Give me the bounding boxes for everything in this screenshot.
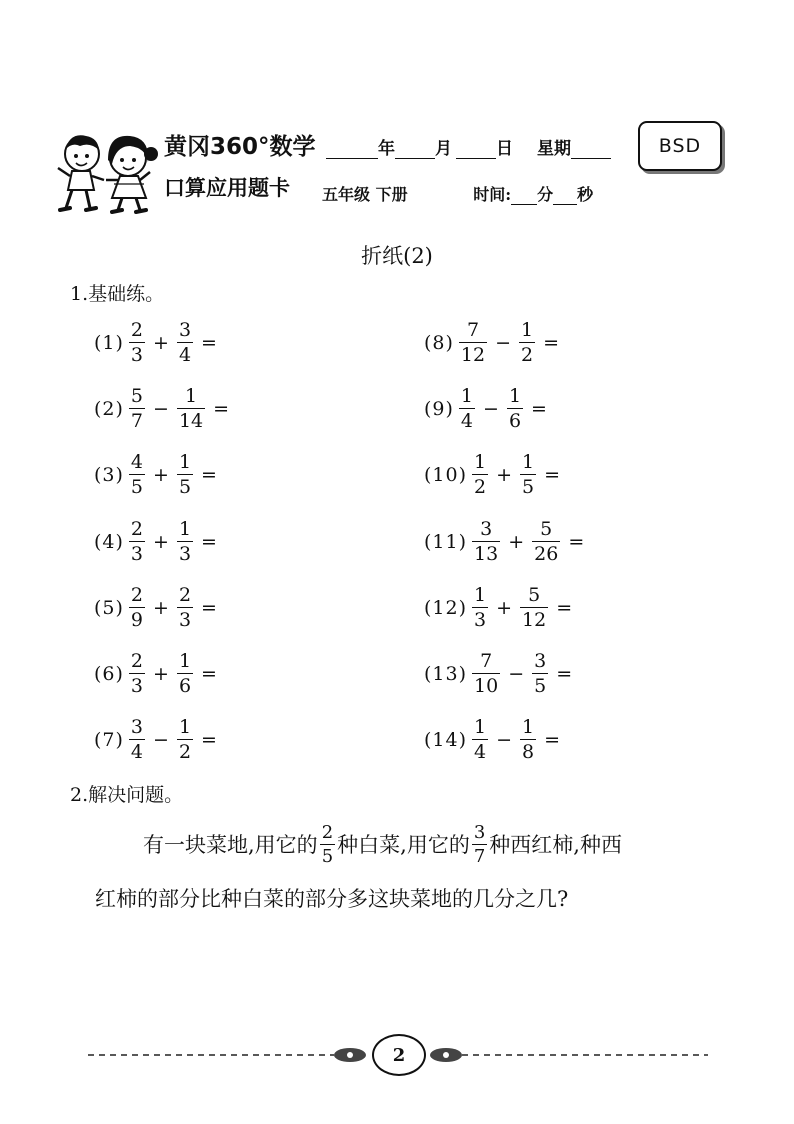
equals-sign: = bbox=[556, 596, 573, 619]
operator: + bbox=[153, 663, 169, 685]
problem-item bbox=[94, 583, 217, 633]
numerator: 1 bbox=[474, 583, 487, 606]
fraction-b bbox=[177, 387, 205, 431]
cartoon-kids-logo bbox=[50, 124, 162, 216]
numerator: 5 bbox=[540, 517, 553, 540]
fraction-a bbox=[129, 387, 145, 431]
problem-item bbox=[424, 318, 559, 368]
equals-sign: = bbox=[213, 398, 230, 421]
denominator: 3 bbox=[474, 608, 487, 631]
problem-item bbox=[94, 318, 217, 368]
equals-sign: = bbox=[544, 729, 561, 752]
fraction-b bbox=[177, 718, 193, 762]
volume-label: 下册 bbox=[375, 185, 408, 204]
fraction-a bbox=[459, 387, 475, 431]
numerator: 1 bbox=[178, 650, 192, 672]
word-problem-line-2: 红柿的部分比种白菜的部分多这块菜地的几分之几? bbox=[95, 887, 569, 911]
denominator: 9 bbox=[130, 608, 144, 631]
problem-item bbox=[94, 649, 217, 699]
numerator: 1 bbox=[184, 385, 198, 408]
equals-sign: = bbox=[201, 530, 217, 553]
info-row bbox=[322, 182, 593, 205]
date-row bbox=[326, 134, 611, 159]
day-blank[interactable] bbox=[456, 140, 496, 159]
problem-number: (7) bbox=[94, 729, 124, 752]
problem-number: (11) bbox=[424, 530, 468, 553]
problem-number: (9) bbox=[424, 398, 454, 421]
equals-sign: = bbox=[556, 663, 573, 685]
denominator: 7 bbox=[473, 846, 486, 867]
problem-item bbox=[424, 649, 572, 699]
weekday-label: 星期 bbox=[537, 139, 571, 159]
brand-title: 黄冈360°数学 bbox=[164, 134, 316, 160]
operator: + bbox=[508, 530, 525, 553]
numerator: 7 bbox=[466, 319, 480, 341]
fraction-b bbox=[177, 321, 193, 365]
fraction-a bbox=[129, 583, 145, 631]
denominator: 4 bbox=[178, 344, 192, 366]
numerator: 3 bbox=[480, 517, 493, 540]
time-label: 时间: bbox=[473, 185, 512, 204]
numerator: 2 bbox=[130, 650, 144, 672]
fraction-b bbox=[520, 453, 536, 497]
equals-sign: = bbox=[568, 530, 585, 553]
denominator: 2 bbox=[178, 741, 192, 764]
numerator: 1 bbox=[178, 517, 192, 540]
fraction-a bbox=[129, 321, 145, 365]
numerator: 2 bbox=[130, 517, 144, 540]
day-label: 日 bbox=[496, 139, 513, 159]
problem-number: (4) bbox=[94, 530, 124, 553]
numerator: 7 bbox=[480, 650, 493, 672]
denominator: 3 bbox=[178, 542, 192, 565]
brand-subtitle: 口算应用题卡 bbox=[164, 176, 290, 200]
numerator: 1 bbox=[508, 385, 522, 408]
denominator: 26 bbox=[534, 542, 559, 565]
equals-sign: = bbox=[201, 663, 217, 685]
fraction-b bbox=[532, 517, 560, 565]
fraction-b bbox=[519, 321, 535, 365]
fraction-a bbox=[129, 453, 145, 497]
denominator: 4 bbox=[460, 410, 474, 433]
problem-number: (1) bbox=[94, 332, 124, 354]
denominator: 13 bbox=[474, 542, 499, 565]
denominator: 2 bbox=[474, 476, 487, 499]
numerator: 1 bbox=[460, 385, 474, 408]
fraction-a bbox=[129, 517, 145, 565]
problem-item bbox=[424, 517, 584, 567]
equals-sign: = bbox=[201, 596, 217, 619]
numerator: 2 bbox=[130, 319, 144, 341]
numerator: 1 bbox=[522, 451, 535, 474]
denominator: 7 bbox=[130, 410, 144, 433]
operator: − bbox=[495, 332, 512, 354]
numerator: 1 bbox=[178, 716, 192, 739]
problem-number: (10) bbox=[424, 464, 468, 487]
story-text-2: 种白菜,用它的 bbox=[337, 833, 470, 857]
story-text-3: 种西红柿,种西 bbox=[489, 833, 622, 857]
operator: + bbox=[153, 332, 169, 354]
numerator: 1 bbox=[474, 451, 487, 474]
denominator: 5 bbox=[178, 476, 192, 499]
numerator: 1 bbox=[178, 451, 192, 474]
operator: + bbox=[153, 596, 169, 619]
denominator: 6 bbox=[508, 410, 522, 433]
fraction-a bbox=[472, 652, 500, 696]
denominator: 2 bbox=[521, 344, 534, 366]
fraction-b bbox=[507, 387, 523, 431]
denominator: 12 bbox=[522, 608, 547, 631]
equals-sign: = bbox=[201, 332, 217, 354]
denominator: 5 bbox=[321, 846, 334, 867]
numerator: 2 bbox=[178, 583, 192, 606]
grade-label: 五年级 bbox=[322, 185, 371, 204]
denominator: 10 bbox=[474, 675, 499, 697]
page-number: 2 bbox=[372, 1034, 426, 1076]
minute-blank[interactable] bbox=[511, 186, 537, 205]
fraction-a bbox=[459, 321, 487, 365]
fraction-b bbox=[532, 652, 548, 696]
fraction-b bbox=[520, 718, 536, 762]
operator: − bbox=[508, 663, 525, 685]
year-blank[interactable] bbox=[326, 140, 378, 159]
section-heading-application: 2.解决问题。 bbox=[70, 784, 184, 806]
denominator: 5 bbox=[534, 675, 547, 697]
problem-item bbox=[94, 450, 217, 500]
fraction-b bbox=[177, 652, 193, 696]
denominator: 14 bbox=[178, 410, 204, 433]
problem-number: (8) bbox=[424, 332, 454, 354]
fraction-a bbox=[472, 583, 488, 631]
fraction-b bbox=[177, 453, 193, 497]
problem-item bbox=[94, 715, 217, 765]
operator: + bbox=[496, 596, 513, 619]
equals-sign: = bbox=[543, 332, 560, 354]
denominator: 8 bbox=[522, 741, 535, 764]
denominator: 5 bbox=[130, 476, 144, 499]
numerator: 1 bbox=[522, 716, 535, 739]
problem-number: (2) bbox=[94, 398, 124, 421]
denominator: 4 bbox=[130, 741, 144, 764]
numerator: 1 bbox=[474, 716, 487, 739]
second-blank[interactable] bbox=[553, 186, 577, 205]
operator: − bbox=[153, 729, 169, 752]
problem-number: (3) bbox=[94, 464, 124, 487]
denominator: 6 bbox=[178, 675, 192, 697]
numerator: 3 bbox=[473, 822, 486, 843]
numerator: 5 bbox=[528, 583, 541, 606]
problem-number: (5) bbox=[94, 596, 124, 619]
problem-number: (12) bbox=[424, 596, 468, 619]
operator: − bbox=[496, 729, 513, 752]
problem-item bbox=[94, 517, 217, 567]
denominator: 3 bbox=[130, 344, 144, 366]
month-label: 月 bbox=[435, 139, 452, 159]
fraction-a bbox=[129, 718, 145, 762]
problem-item bbox=[94, 384, 229, 434]
problem-number: (6) bbox=[94, 663, 124, 685]
problem-item bbox=[424, 715, 560, 765]
operator: + bbox=[496, 464, 513, 487]
numerator: 3 bbox=[534, 650, 547, 672]
problem-number: (14) bbox=[424, 729, 468, 752]
numerator: 5 bbox=[130, 385, 144, 408]
problem-item bbox=[424, 384, 547, 434]
numerator: 1 bbox=[521, 319, 534, 341]
story-fraction-tomato bbox=[472, 824, 487, 866]
equals-sign: = bbox=[544, 464, 561, 487]
operator: + bbox=[153, 530, 169, 553]
month-blank[interactable] bbox=[395, 140, 435, 159]
problem-number: (13) bbox=[424, 663, 468, 685]
fraction-a bbox=[472, 453, 488, 497]
weekday-blank[interactable] bbox=[571, 140, 611, 159]
word-problem bbox=[95, 818, 735, 926]
fraction-b bbox=[177, 583, 193, 631]
operator: − bbox=[153, 398, 169, 421]
numerator: 3 bbox=[130, 716, 144, 739]
denominator: 5 bbox=[522, 476, 535, 499]
problem-item bbox=[424, 583, 572, 633]
numerator: 4 bbox=[130, 451, 144, 474]
word-problem-line-1 bbox=[95, 818, 735, 872]
problem-item bbox=[424, 450, 560, 500]
denominator: 3 bbox=[130, 675, 144, 697]
fraction-a bbox=[129, 652, 145, 696]
equals-sign: = bbox=[201, 464, 217, 487]
year-label: 年 bbox=[378, 139, 395, 159]
numerator: 2 bbox=[130, 583, 144, 606]
operator: − bbox=[483, 398, 499, 421]
equals-sign: = bbox=[201, 729, 217, 752]
denominator: 3 bbox=[130, 542, 144, 565]
operator: + bbox=[153, 464, 169, 487]
minute-label: 分 bbox=[537, 185, 554, 204]
lesson-title: 折纸(2) bbox=[361, 244, 433, 268]
fraction-b bbox=[177, 517, 193, 565]
section-heading-basic: 1.基础练。 bbox=[70, 283, 165, 305]
equals-sign: = bbox=[531, 398, 547, 421]
second-label: 秒 bbox=[577, 185, 594, 204]
denominator: 4 bbox=[474, 741, 487, 764]
numerator: 2 bbox=[321, 822, 334, 843]
numerator: 3 bbox=[178, 319, 192, 341]
fraction-a bbox=[472, 718, 488, 762]
fraction-b bbox=[520, 583, 548, 631]
denominator: 12 bbox=[460, 344, 486, 366]
denominator: 3 bbox=[178, 608, 192, 631]
fraction-a bbox=[472, 517, 500, 565]
edition-badge: BSD bbox=[638, 121, 722, 171]
story-text-1: 有一块菜地,用它的 bbox=[143, 833, 318, 857]
story-fraction-cabbage bbox=[320, 824, 335, 866]
